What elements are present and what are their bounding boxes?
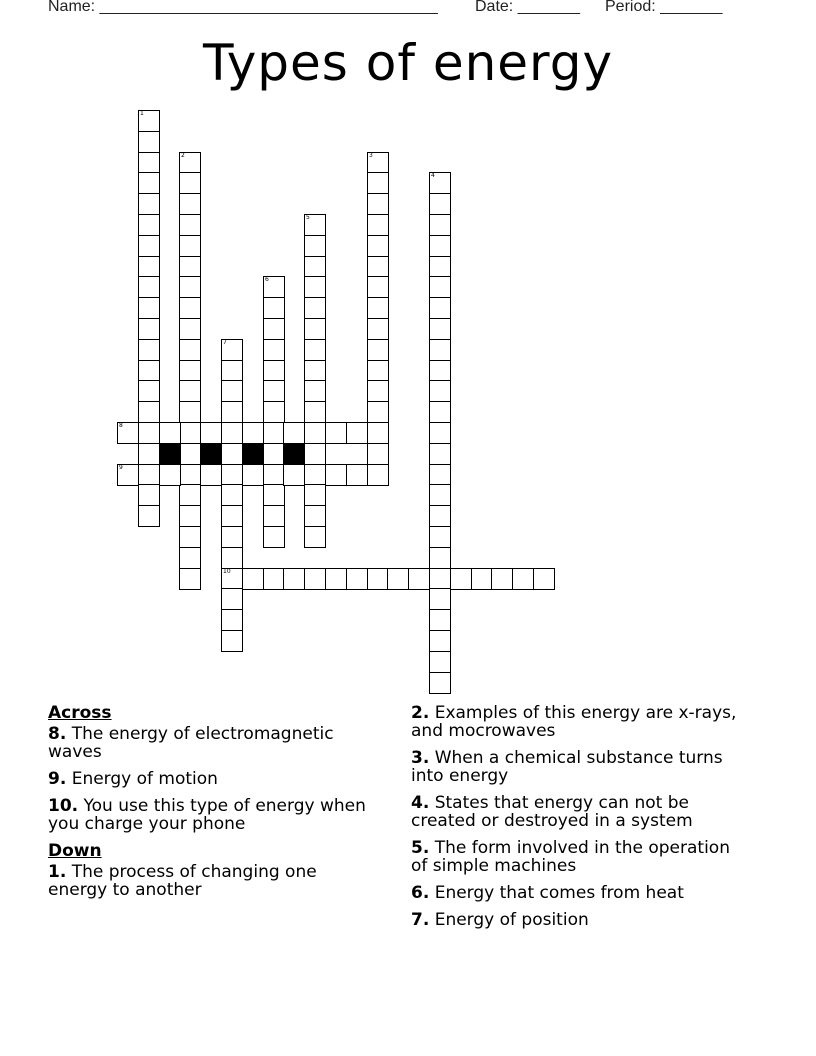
crossword-cell[interactable]	[221, 568, 243, 590]
crossword-cell[interactable]	[304, 297, 326, 319]
crossword-cell[interactable]	[138, 235, 160, 257]
clue-text: The form involved in the operation of simple machines	[411, 838, 730, 876]
crossword-cell[interactable]	[138, 297, 160, 319]
crossword-cell[interactable]	[221, 380, 243, 402]
crossword-cell[interactable]	[221, 526, 243, 548]
crossword-cell[interactable]	[429, 443, 451, 465]
worksheet-title: Types of energy	[202, 34, 614, 92]
name-field-label[interactable]: Name: ______________________________________	[48, 0, 438, 15]
crossword-cell[interactable]	[138, 172, 160, 194]
crossword-cell[interactable]	[491, 568, 513, 590]
crossword-cell[interactable]	[263, 297, 285, 319]
crossword-cell[interactable]	[138, 339, 160, 361]
cell-number: 3	[369, 152, 373, 159]
crossword-cell[interactable]	[263, 339, 285, 361]
crossword-cell[interactable]	[367, 172, 389, 194]
crossword-cell[interactable]	[429, 651, 451, 673]
crossword-cell[interactable]	[221, 464, 243, 486]
clue-item	[48, 863, 378, 899]
crossword-cell[interactable]	[304, 443, 326, 465]
crossword-cell[interactable]	[263, 568, 285, 590]
crossword-cell[interactable]	[367, 256, 389, 278]
crossword-cell[interactable]	[159, 422, 181, 444]
crossword-cell[interactable]	[179, 276, 201, 298]
crossword-cell[interactable]	[325, 422, 347, 444]
crossword-cell[interactable]	[429, 214, 451, 236]
crossword-cell[interactable]	[221, 630, 243, 652]
clue-number: 6.	[411, 883, 430, 903]
cell-number: 10	[223, 568, 231, 575]
clue-item	[48, 725, 378, 761]
crossword-cell[interactable]	[200, 422, 222, 444]
crossword-cell[interactable]	[304, 505, 326, 527]
clue-text: The energy of electromagnetic waves	[48, 724, 334, 762]
crossword-cell[interactable]	[304, 380, 326, 402]
crossword-cell[interactable]	[138, 360, 160, 382]
crossword-cell[interactable]	[325, 568, 347, 590]
crossword-cell[interactable]	[429, 172, 451, 194]
crossword-cell[interactable]	[138, 505, 160, 527]
crossword-cell[interactable]	[159, 464, 181, 486]
clue-number: 4.	[411, 793, 430, 813]
crossword-cell[interactable]	[429, 339, 451, 361]
cell-number: 5	[306, 214, 310, 221]
crossword-cell[interactable]	[221, 547, 243, 569]
crossword-cell[interactable]	[429, 401, 451, 423]
crossword-cell[interactable]	[367, 318, 389, 340]
cell-number: 1	[140, 110, 144, 117]
crossword-cell[interactable]	[221, 401, 243, 423]
crossword-cell[interactable]	[367, 464, 389, 486]
clue-text: The process of changing one energy to another	[48, 862, 317, 900]
clue-number: 5.	[411, 838, 430, 858]
clue-item	[48, 770, 378, 788]
clue-text: You use this type of energy when you charge your phone	[48, 796, 366, 834]
clue-text: Energy of motion	[66, 769, 218, 789]
crossword-cell[interactable]	[283, 568, 305, 590]
down-clue-list-right	[411, 704, 751, 929]
crossword-cell[interactable]	[304, 256, 326, 278]
down-heading: Down	[48, 841, 102, 861]
crossword-cell[interactable]	[138, 152, 160, 174]
crossword-cell[interactable]	[304, 422, 326, 444]
crossword-cell[interactable]	[367, 339, 389, 361]
crossword-cell[interactable]	[242, 422, 264, 444]
crossword-cell[interactable]	[179, 547, 201, 569]
crossword-cell[interactable]	[179, 568, 201, 590]
crossword-cell[interactable]	[179, 318, 201, 340]
crossword-cell[interactable]	[221, 422, 243, 444]
clue-number: 9.	[48, 769, 67, 789]
crossword-cell[interactable]	[179, 505, 201, 527]
crossword-cell[interactable]	[221, 360, 243, 382]
crossword-block	[283, 443, 305, 465]
clue-item	[411, 749, 751, 785]
crossword-cell[interactable]	[367, 276, 389, 298]
crossword-cell[interactable]	[304, 318, 326, 340]
clue-number: 1.	[48, 862, 67, 882]
crossword-cell[interactable]	[367, 193, 389, 215]
crossword-cell[interactable]	[263, 276, 285, 298]
crossword-cell[interactable]	[179, 339, 201, 361]
clue-number: 2.	[411, 703, 430, 723]
clue-text: When a chemical substance turns into energy	[411, 748, 723, 786]
crossword-cell[interactable]	[304, 568, 326, 590]
crossword-cell[interactable]	[179, 401, 201, 423]
clues-right-column	[411, 704, 751, 938]
crossword-cell[interactable]	[429, 609, 451, 631]
crossword-cell[interactable]	[367, 443, 389, 465]
cell-number: 2	[181, 152, 185, 159]
crossword-cell[interactable]	[263, 422, 285, 444]
crossword-cell[interactable]	[512, 568, 534, 590]
crossword-cell[interactable]	[367, 297, 389, 319]
crossword-cell[interactable]	[179, 214, 201, 236]
clues-left-column	[48, 704, 378, 908]
crossword-cell[interactable]	[138, 256, 160, 278]
crossword-cell[interactable]	[179, 297, 201, 319]
crossword-cell[interactable]	[263, 484, 285, 506]
crossword-cell[interactable]	[138, 401, 160, 423]
crossword-cell[interactable]	[221, 443, 243, 465]
crossword-cell[interactable]	[304, 526, 326, 548]
crossword-cell[interactable]	[117, 422, 139, 444]
clue-number: 7.	[411, 910, 430, 930]
crossword-cell[interactable]	[367, 422, 389, 444]
crossword-cell[interactable]	[221, 339, 243, 361]
crossword-cell[interactable]	[263, 443, 285, 465]
crossword-cell[interactable]	[263, 360, 285, 382]
crossword-cell[interactable]	[138, 276, 160, 298]
crossword-cell[interactable]	[179, 526, 201, 548]
clue-text: Energy that comes from heat	[429, 883, 684, 903]
crossword-cell[interactable]	[138, 318, 160, 340]
crossword-cell[interactable]	[533, 568, 555, 590]
crossword-cell[interactable]	[429, 588, 451, 610]
crossword-cell[interactable]	[200, 464, 222, 486]
crossword-cell[interactable]	[283, 464, 305, 486]
crossword-cell[interactable]	[179, 256, 201, 278]
crossword-cell[interactable]	[346, 464, 368, 486]
crossword-cell[interactable]	[138, 422, 160, 444]
crossword-cell[interactable]	[263, 380, 285, 402]
cell-number: 4	[431, 172, 435, 179]
crossword-cell[interactable]	[367, 152, 389, 174]
clue-number: 3.	[411, 748, 430, 768]
crossword-cell[interactable]	[138, 380, 160, 402]
crossword-cell[interactable]	[429, 235, 451, 257]
crossword-cell[interactable]	[429, 547, 451, 569]
crossword-cell[interactable]	[138, 443, 160, 465]
crossword-cell[interactable]	[346, 422, 368, 444]
crossword-cell[interactable]	[304, 214, 326, 236]
crossword-cell[interactable]	[325, 464, 347, 486]
crossword-cell[interactable]	[429, 630, 451, 652]
crossword-cell[interactable]	[429, 672, 451, 694]
crossword-cell[interactable]	[179, 484, 201, 506]
crossword-cell[interactable]	[429, 276, 451, 298]
crossword-cell[interactable]	[179, 172, 201, 194]
crossword-cell[interactable]	[429, 380, 451, 402]
crossword-cell[interactable]	[367, 214, 389, 236]
crossword-cell[interactable]	[179, 422, 201, 444]
crossword-cell[interactable]	[429, 568, 451, 590]
crossword-cell[interactable]	[367, 401, 389, 423]
crossword-cell[interactable]	[429, 297, 451, 319]
crossword-cell[interactable]	[429, 464, 451, 486]
crossword-cell[interactable]	[221, 588, 243, 610]
crossword-cell[interactable]	[429, 256, 451, 278]
crossword-cell[interactable]	[221, 505, 243, 527]
crossword-cell[interactable]	[138, 110, 160, 132]
crossword-cell[interactable]	[304, 339, 326, 361]
crossword-cell[interactable]	[179, 443, 201, 465]
crossword-cell[interactable]	[179, 152, 201, 174]
date-field-label[interactable]: Date: _______	[475, 0, 580, 15]
across-clue-list	[48, 725, 378, 833]
crossword-cell[interactable]	[179, 360, 201, 382]
crossword-cell[interactable]	[263, 401, 285, 423]
crossword-block	[159, 443, 181, 465]
clue-item	[411, 794, 751, 830]
cell-number: 8	[119, 422, 123, 429]
crossword-cell[interactable]	[450, 568, 472, 590]
crossword-cell[interactable]	[367, 568, 389, 590]
crossword-cell[interactable]	[117, 464, 139, 486]
cell-number: 7	[223, 339, 227, 346]
crossword-cell[interactable]	[179, 193, 201, 215]
crossword-cell[interactable]	[429, 484, 451, 506]
crossword-cell[interactable]	[263, 464, 285, 486]
crossword-cell[interactable]	[138, 484, 160, 506]
crossword-cell[interactable]	[408, 568, 430, 590]
across-heading: Across	[48, 703, 112, 723]
crossword-cell[interactable]	[429, 422, 451, 444]
crossword-cell[interactable]	[304, 484, 326, 506]
crossword-cell[interactable]	[367, 380, 389, 402]
crossword-cell[interactable]	[367, 360, 389, 382]
crossword-cell[interactable]	[138, 131, 160, 153]
crossword-cell[interactable]	[179, 235, 201, 257]
crossword-cell[interactable]	[283, 422, 305, 444]
crossword-cell[interactable]	[304, 276, 326, 298]
clue-text: Examples of this energy are x-rays, and mocrowaves	[411, 703, 737, 741]
crossword-cell[interactable]	[429, 526, 451, 548]
clue-item	[411, 704, 751, 740]
crossword-cell[interactable]	[471, 568, 493, 590]
crossword-cell[interactable]	[429, 318, 451, 340]
crossword-cell[interactable]	[387, 568, 409, 590]
crossword-cell[interactable]	[138, 193, 160, 215]
crossword-cell[interactable]	[263, 526, 285, 548]
crossword-cell[interactable]	[179, 464, 201, 486]
crossword-cell[interactable]	[138, 464, 160, 486]
cell-number: 9	[119, 464, 123, 471]
clue-item	[411, 884, 751, 902]
crossword-cell[interactable]	[304, 464, 326, 486]
crossword-cell[interactable]	[429, 360, 451, 382]
crossword-cell[interactable]	[346, 568, 368, 590]
crossword-cell[interactable]	[304, 235, 326, 257]
down-clue-list-left	[48, 863, 378, 899]
crossword-cell[interactable]	[429, 193, 451, 215]
crossword-cell[interactable]	[221, 609, 243, 631]
crossword-cell[interactable]	[263, 318, 285, 340]
crossword-cell[interactable]	[138, 214, 160, 236]
clue-item	[411, 839, 751, 875]
clue-number: 10.	[48, 796, 79, 816]
crossword-cell[interactable]	[242, 568, 264, 590]
clue-item	[48, 797, 378, 833]
crossword-block	[200, 443, 222, 465]
cell-number: 6	[265, 276, 269, 283]
period-field-label[interactable]: Period: _______	[605, 0, 723, 15]
crossword-cell[interactable]	[242, 464, 264, 486]
crossword-cell[interactable]	[367, 235, 389, 257]
clue-item	[411, 911, 751, 929]
clue-number: 8.	[48, 724, 67, 744]
crossword-cell[interactable]	[429, 505, 451, 527]
crossword-cell[interactable]	[304, 401, 326, 423]
clue-text: States that energy can not be created or destroyed in a system	[411, 793, 693, 831]
crossword-cell[interactable]	[179, 380, 201, 402]
crossword-cell[interactable]	[221, 484, 243, 506]
crossword-block	[242, 443, 264, 465]
crossword-cell[interactable]	[263, 505, 285, 527]
crossword-cell[interactable]	[304, 360, 326, 382]
clue-text: Energy of position	[429, 910, 589, 930]
